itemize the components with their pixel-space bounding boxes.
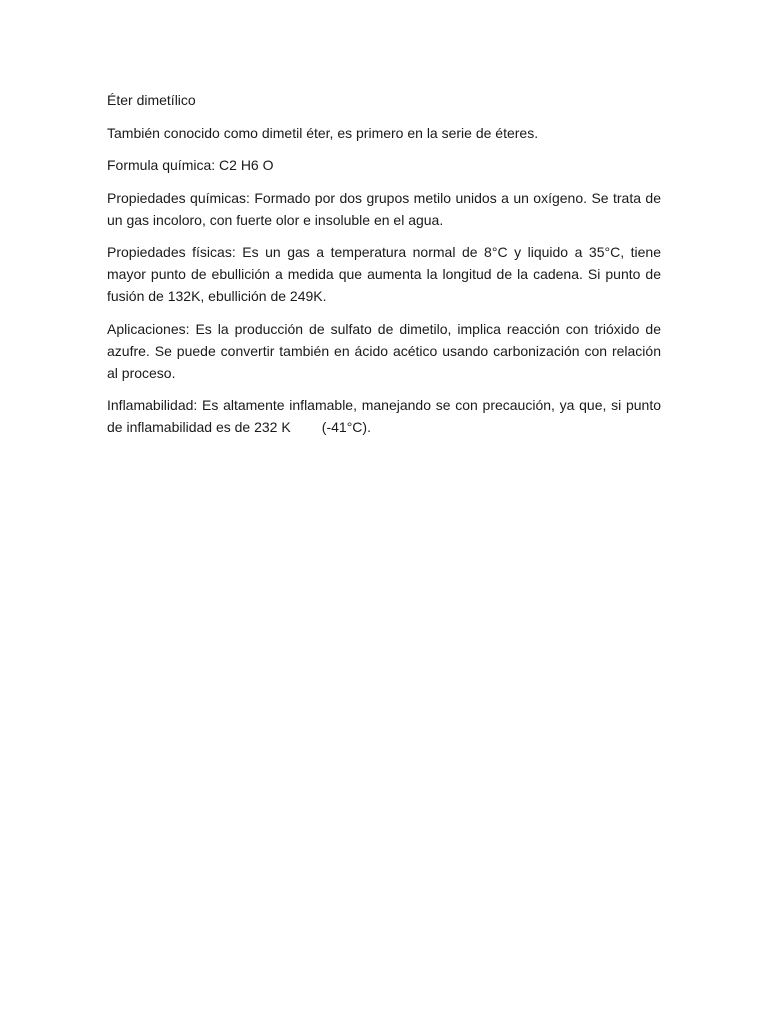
- formula-paragraph: Formula química: C2 H6 O: [107, 157, 274, 173]
- chemical-properties-paragraph: Propiedades químicas: Formado por dos grupos metilo unidos a un oxígeno. Se trata de un gas incoloro, con fuerte olor e insoluble en el agua.: [107, 189, 665, 228]
- applications-paragraph: Aplicaciones: Es la producción de sulfato de dimetilo, implica reacción con trióxido de azufre. Se puede convertir también en ácido acético usando carbonización con relación al proceso.: [107, 320, 665, 381]
- document-body: [107, 89, 665, 449]
- flammability-paragraph: Inflamabilidad: Es altamente inflamable, manejando se con precaución, ya que, si punto de inflamabilidad es de 232 K (-41°C).: [107, 397, 665, 435]
- physical-properties-paragraph: Propiedades físicas: Es un gas a temperatura normal de 8°C y liquido a 35°C, tiene mayor punto de ebullición a medida que aumenta la longitud de la cadena. Si punto de fusión de 132K, ebullición de 249K.: [107, 244, 665, 304]
- document-title: Éter dimetílico: [107, 92, 196, 108]
- intro-paragraph: También conocido como dimetil éter, es primero en la serie de éteres.: [107, 124, 539, 141]
